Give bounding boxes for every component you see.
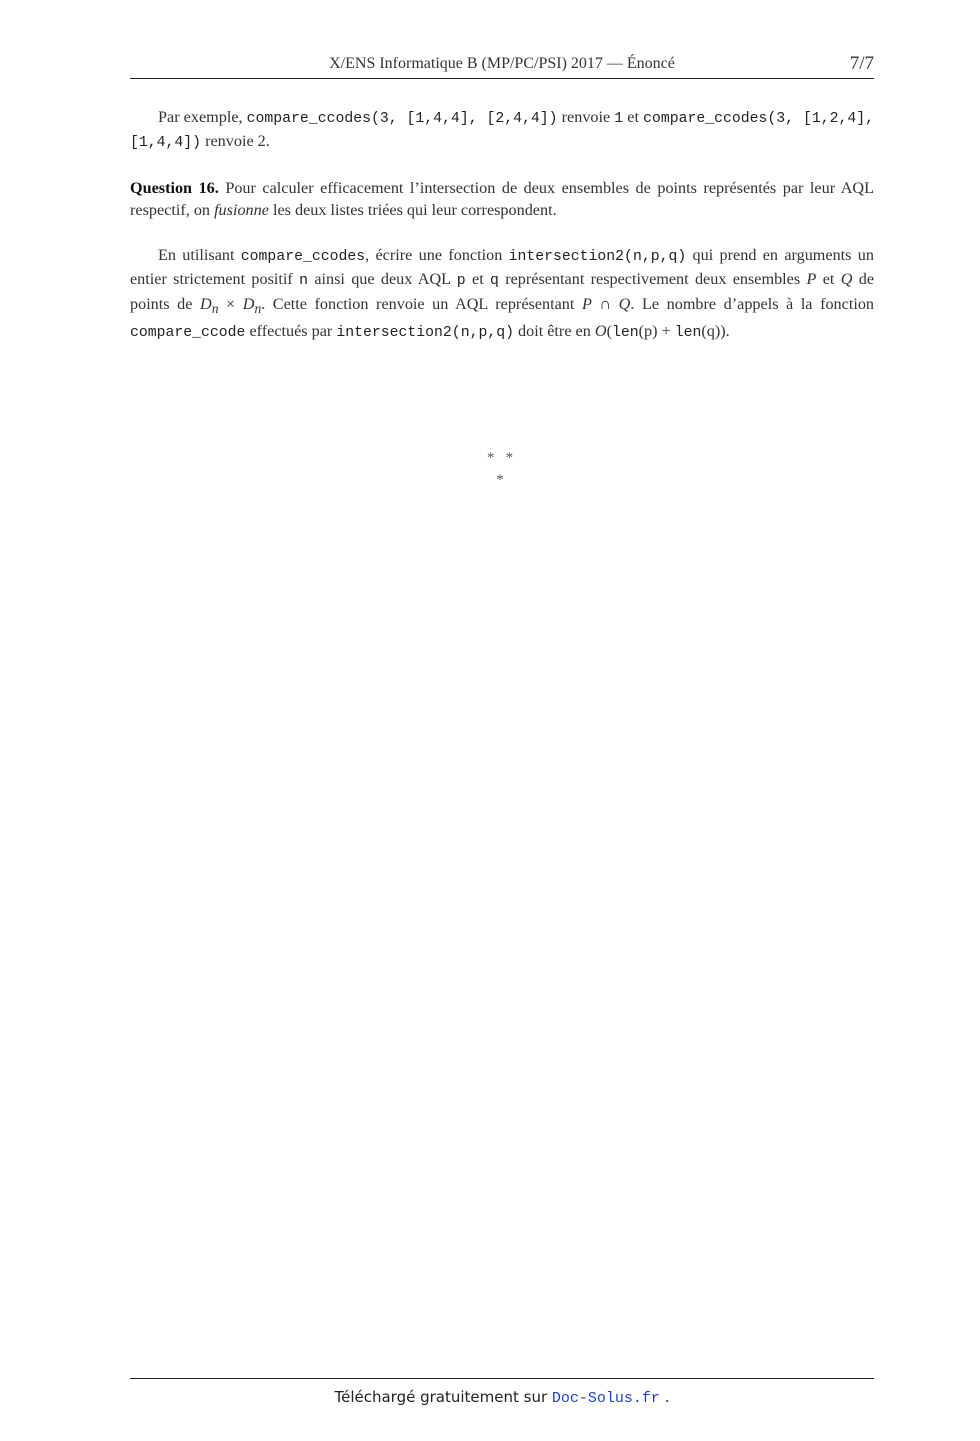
code-run: compare_ccodes(3, [1,2,4], [1,4,4]) xyxy=(130,111,874,152)
footer-divider xyxy=(130,1378,874,1379)
question-16 xyxy=(130,177,874,222)
code-run: n xyxy=(299,273,308,290)
example-paragraph xyxy=(130,106,874,155)
page-number: 7/7 xyxy=(849,53,874,74)
text-run: ainsi que deux AQL xyxy=(308,270,457,289)
math-var: Q xyxy=(618,294,631,313)
code-run: compare_ccode xyxy=(130,325,246,342)
footer-end: . xyxy=(659,1388,670,1406)
footer-text: Téléchargé gratuitement sur xyxy=(334,1388,552,1406)
end-asterisks xyxy=(470,447,530,491)
text-run: Par exemple, xyxy=(158,108,247,126)
text-run: et xyxy=(623,108,644,126)
text-run: de points de xyxy=(130,270,875,313)
math-var: P xyxy=(806,270,817,289)
question-body-paragraph xyxy=(130,244,874,344)
text-run: (q)). xyxy=(701,322,730,341)
code-run: 1 xyxy=(614,111,624,127)
text-run: et xyxy=(816,270,841,289)
text-run: ( xyxy=(606,322,612,341)
code-run: len xyxy=(674,325,702,342)
math-subscript: n xyxy=(254,301,262,317)
code-run: intersection2(n,p,q) xyxy=(336,325,514,342)
header-title: X/ENS Informatique B (MP/PC/PSI) 2017 — Énoncé xyxy=(329,55,675,72)
emphasis: fusionne xyxy=(214,201,269,220)
math-var: D xyxy=(242,294,255,313)
text-run: , écrire une fonction xyxy=(365,246,509,265)
code-run: len xyxy=(611,325,639,342)
text-run: Pour calculer efficacement l’intersection de deux ensembles de points représentés par leur AQL respectif, on xyxy=(130,179,874,220)
text-run: En utilisant xyxy=(158,246,241,265)
text-run: effectués par xyxy=(245,322,337,341)
code-run: q xyxy=(490,273,499,290)
math-operator: ∩ xyxy=(591,294,619,313)
page-footer xyxy=(130,1388,874,1407)
math-var: P xyxy=(581,294,592,313)
text-run: qui prend en arguments un entier strictement positif xyxy=(130,246,874,289)
text-run: (p) + xyxy=(638,322,675,341)
text-run: et xyxy=(465,270,491,289)
math-operator: × xyxy=(218,294,243,313)
code-run: p xyxy=(456,273,466,290)
math-subscript: n xyxy=(211,301,219,317)
asterisks-top: * * xyxy=(486,450,514,466)
math-var: O xyxy=(594,322,607,341)
text-run: doit être en xyxy=(513,322,595,341)
code-run: compare_ccodes xyxy=(240,249,366,266)
text-run: . Le nombre d’appels à la fonction xyxy=(630,294,875,313)
text-run: les deux listes triées qui leur correspondent. xyxy=(268,201,557,220)
text-run: renvoie 2. xyxy=(201,132,270,151)
text-run: . Cette fonction renvoie un AQL représentant xyxy=(261,294,582,313)
question-label: Question 16. xyxy=(130,179,219,198)
code-run: intersection2(n,p,q) xyxy=(508,249,687,266)
doc-solus-link[interactable]: Doc-Solus.fr xyxy=(551,1390,660,1407)
asterisk-bottom: * xyxy=(496,472,504,488)
math-var: D xyxy=(200,294,212,313)
document-body xyxy=(130,106,874,345)
math-var: Q xyxy=(840,270,853,289)
text-run: représentant respectivement deux ensembles xyxy=(498,270,807,289)
page-header xyxy=(130,52,874,79)
text-run: renvoie xyxy=(557,108,615,126)
code-run: compare_ccodes(3, [1,4,4], [2,4,4]) xyxy=(246,111,558,127)
